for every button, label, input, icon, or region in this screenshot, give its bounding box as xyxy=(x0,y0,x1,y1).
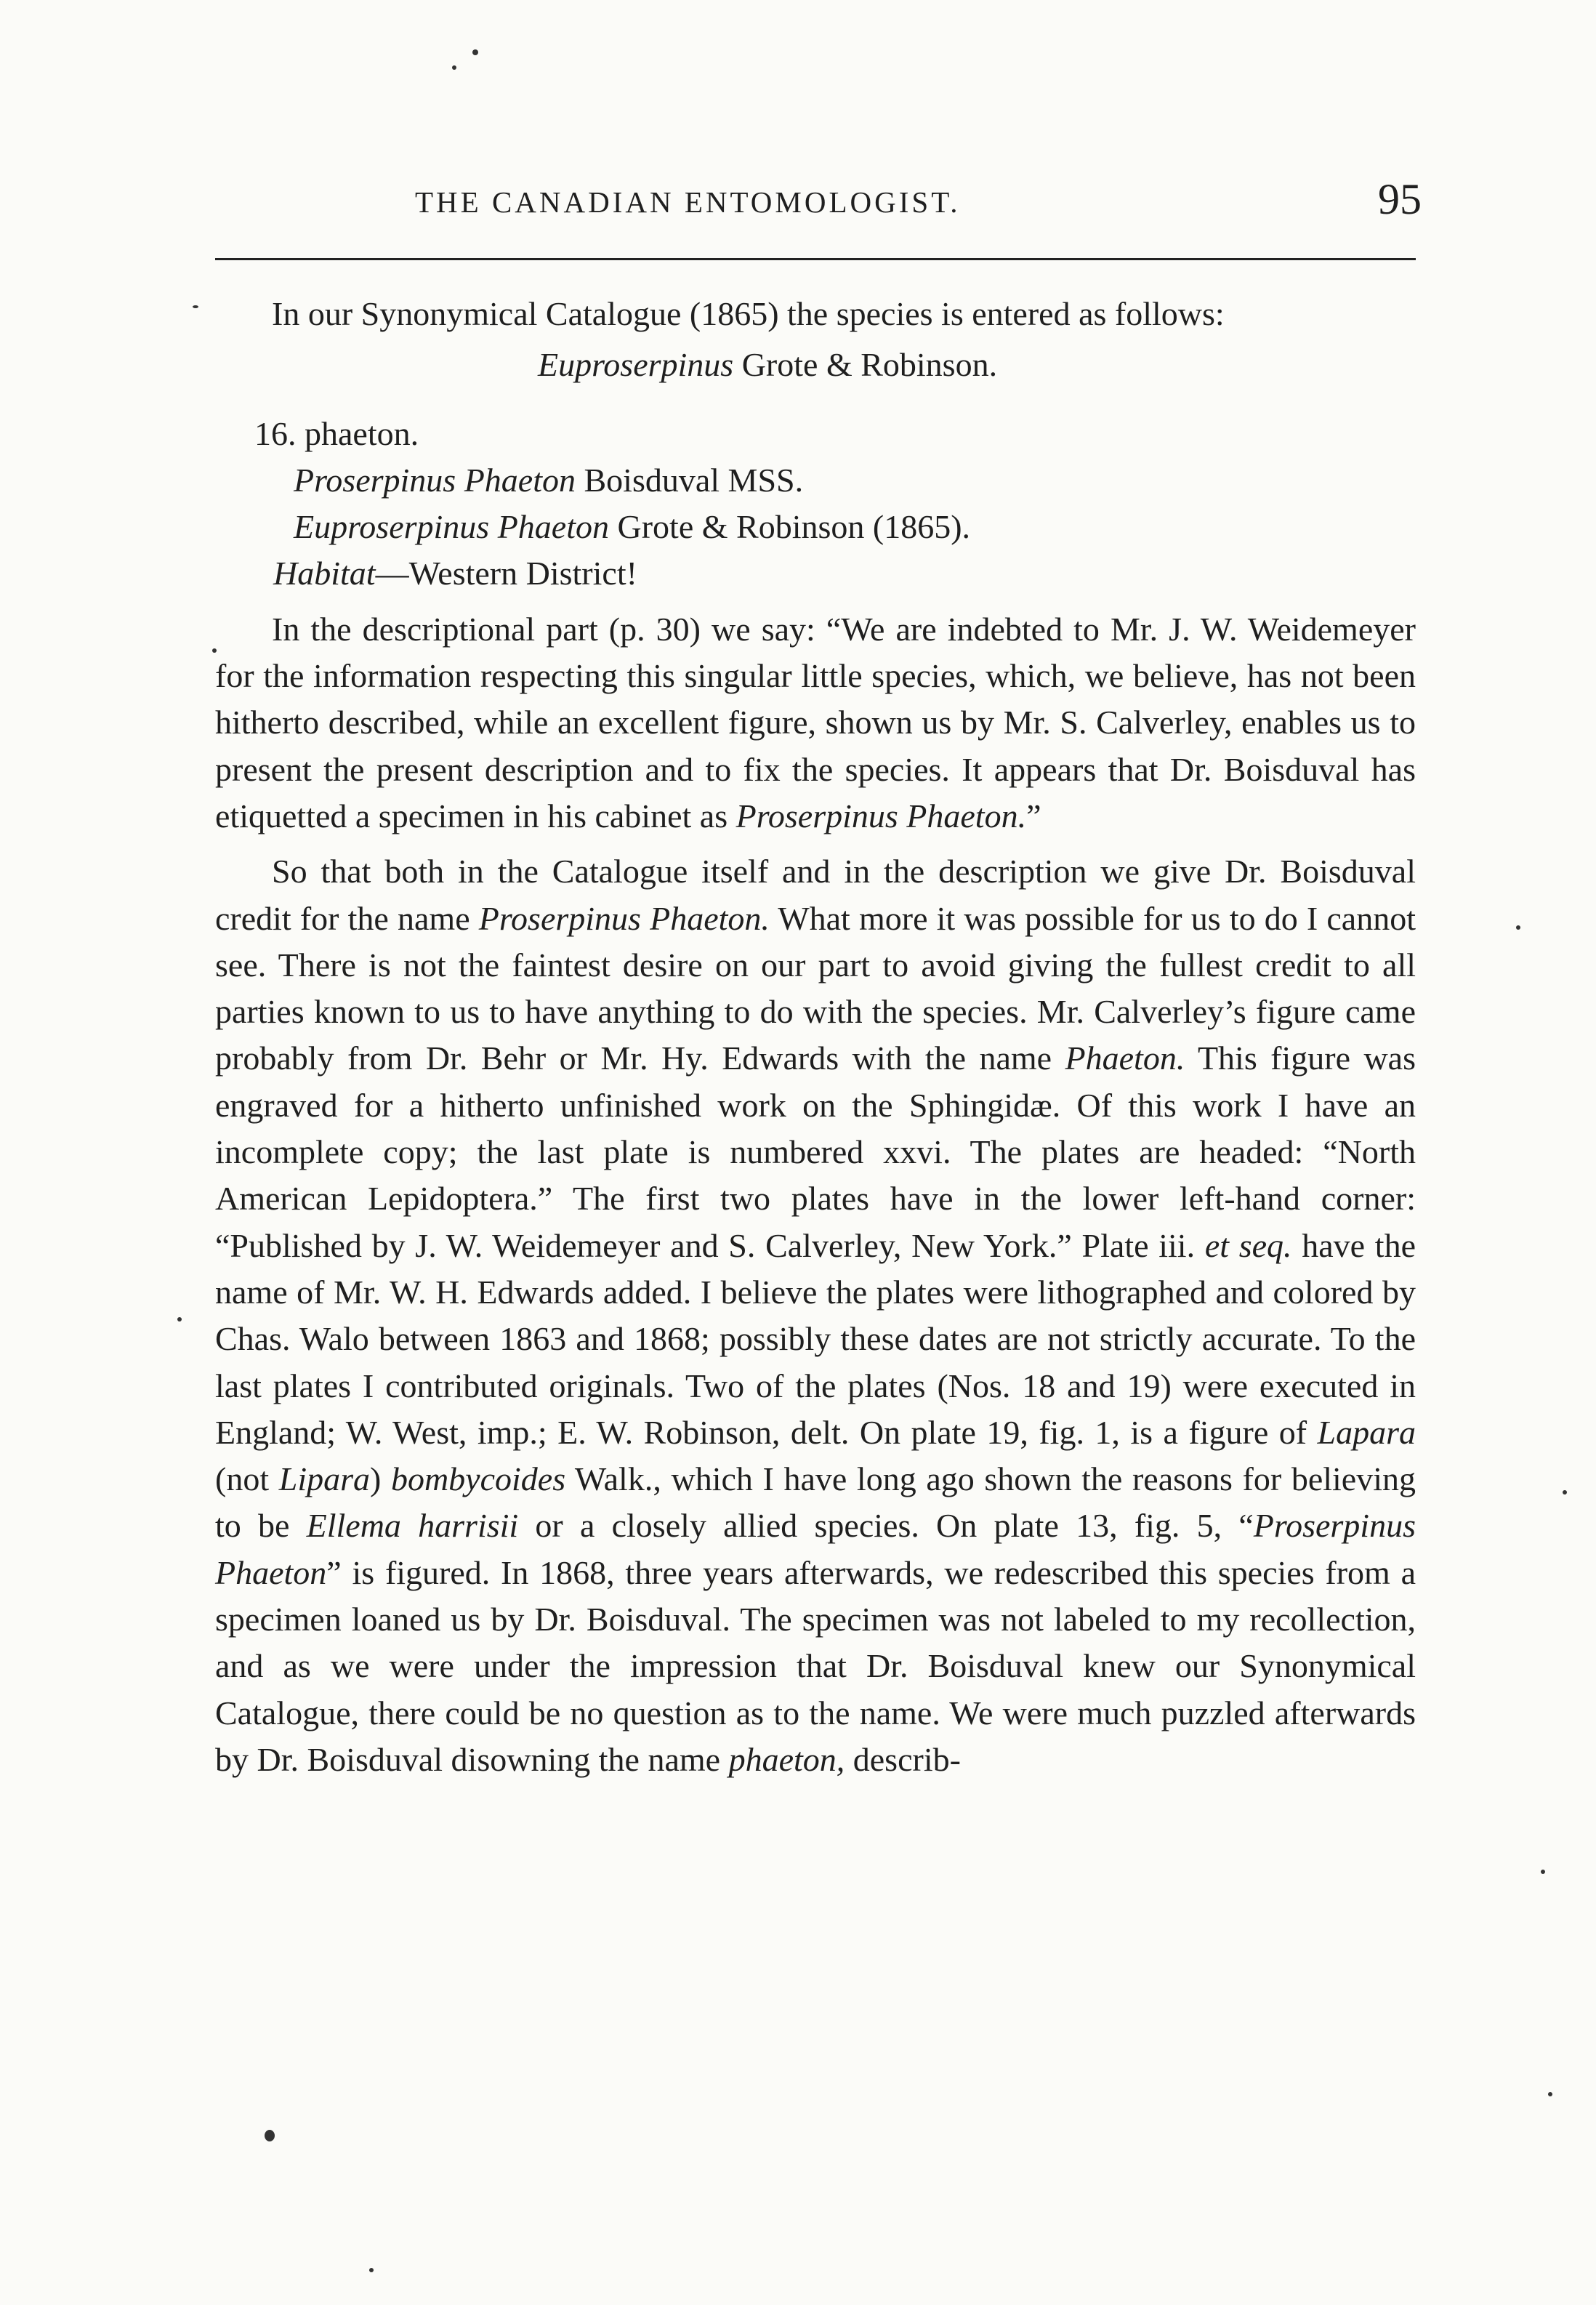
paragraph-3-italic-1: Proserpinus Phaeton. xyxy=(478,899,770,937)
paragraph-3-italic-2: Phaeton. xyxy=(1065,1039,1185,1077)
catalogue-synonym-2 xyxy=(215,504,1416,550)
paragraph-3-italic-4: Lapara xyxy=(1317,1413,1416,1451)
scan-speck xyxy=(1541,1870,1545,1874)
descriptional-paragraph xyxy=(215,606,1416,840)
paragraph-3-text-6: ) xyxy=(370,1460,391,1498)
intro-paragraph xyxy=(215,291,1416,337)
paragraph-2-italic-1: Proserpinus Phaeton. xyxy=(735,797,1027,834)
paragraph-2-text-1: In the descriptional part (p. 30) we say: “We are indebted to Mr. J. W. Weidemeyer for the information respecting this singular little species, which, we believe, has not been hitherto described, while an excellent figure, shown us by Mr. S. Calverley, enables us to present the present description and to fix the species. It appears that Dr. Boisduval has etiquetted a specimen in his cabinet as xyxy=(215,610,1416,834)
scan-speck xyxy=(265,2130,275,2141)
paragraph-3-text-5: (not xyxy=(215,1460,279,1498)
synonym-1-authority: Boisduval MSS. xyxy=(576,461,804,499)
catalogue-entry xyxy=(215,342,1416,597)
paragraph-3-italic-5: Lipara xyxy=(278,1460,370,1498)
paragraph-3-italic-6: bombycoides xyxy=(390,1460,566,1498)
habitat-value: —Western District! xyxy=(375,555,637,592)
paragraph-3-text-2: What more it was possible for us to do I cannot see. There is not the faintest desire on our part to avoid giving the fullest credit to all parties known to us to have anything to do with the species. Mr. Calverley’s figure came probably from Dr. Behr or Mr. Hy. Edwards with the name xyxy=(215,899,1416,1077)
paragraph-3-italic-8: Proserpinus Phaeton xyxy=(215,1507,1416,1591)
scan-speck xyxy=(1548,2092,1552,2096)
genus-name: Euproserpinus xyxy=(538,346,734,384)
synonym-1-name: Proserpinus Phaeton xyxy=(294,461,576,499)
catalogue-species-line xyxy=(215,411,1416,457)
scan-speck xyxy=(1563,1490,1567,1495)
paragraph-3-italic-9: phaeton, xyxy=(728,1740,845,1778)
body-text xyxy=(215,291,1416,1783)
paragraph-2-text-2: ” xyxy=(1026,797,1041,834)
catalogue-synonym-1 xyxy=(215,457,1416,504)
paragraph-3-italic-3: et seq. xyxy=(1204,1226,1292,1264)
genus-authority: Grote & Robinson. xyxy=(733,346,998,384)
running-head xyxy=(215,175,1422,231)
paragraph-3-text-8: or a closely allied species. On plate 13, fig. 5, “ xyxy=(518,1507,1254,1545)
paragraph-3-text-10: describ- xyxy=(845,1740,961,1778)
scan-speck xyxy=(452,65,456,70)
credit-paragraph xyxy=(215,848,1416,1783)
scan-speck xyxy=(193,305,198,308)
scan-speck xyxy=(1516,925,1520,930)
paragraph-3-italic-7: Ellema harrisii xyxy=(306,1507,519,1545)
scan-speck xyxy=(177,1317,182,1322)
journal-title: THE CANADIAN ENTOMOLOGIST. xyxy=(415,185,961,219)
catalogue-genus-line xyxy=(215,342,1416,388)
catalogue-habitat xyxy=(215,550,1416,597)
habitat-label: Habitat xyxy=(273,555,376,592)
intro-text: In our Synonymical Catalogue (1865) the species is entered as follows: xyxy=(272,295,1225,332)
synonym-2-name: Euproserpinus Phaeton xyxy=(294,508,609,546)
paragraph-3-text-9: ” is figured. In 1868, three years afterwards, we redescribed this species from a specimen loaned us by Dr. Boisduval. The specimen was not labeled to my recollection, and as we were under the impression that Dr. Boisduval knew our Synonymical Catalogue, there could be no question as to the name. We were much puzzled afterwards by Dr. Boisduval disowning the name xyxy=(215,1553,1416,1778)
paragraph-3-text-7: Walk., which I have long ago shown the reasons for believing to be xyxy=(215,1460,1416,1545)
paragraph-3-text-4: have the name of Mr. W. H. Edwards added. I believe the plates were lithographed and colored by Chas. Walo between 1863 and 1868; possibly these dates are not strictly accurate. To the last plates I contributed originals. Two of the plates (Nos. 18 and 19) were executed in England; W. West, imp.; E. W. Robinson, delt. On plate 19, fig. 1, is a figure of xyxy=(215,1226,1416,1451)
page-number: 95 xyxy=(1378,175,1422,223)
header-rule xyxy=(215,258,1416,260)
scan-speck xyxy=(369,2268,374,2272)
scan-speck xyxy=(472,49,478,55)
scan-speck xyxy=(212,648,217,653)
paragraph-3-text-3: This figure was engraved for a hitherto unfinished work on the Sphingidæ. Of this work I have an incomplete copy; the last plate is numbered xxvi. The plates are headed: “North American Lepidoptera.” The first two plates have in the lower left-hand corner: “Published by J. W. Weidemeyer and S. Calverley, New York.” Plate iii. xyxy=(215,1039,1416,1264)
species-number: 16. phaeton. xyxy=(254,414,419,452)
paragraph-3-text-1: So that both in the Catalogue itself and in the description we give Dr. Boisduval credit for the name xyxy=(215,853,1416,937)
synonym-2-authority: Grote & Robinson (1865). xyxy=(609,508,971,546)
